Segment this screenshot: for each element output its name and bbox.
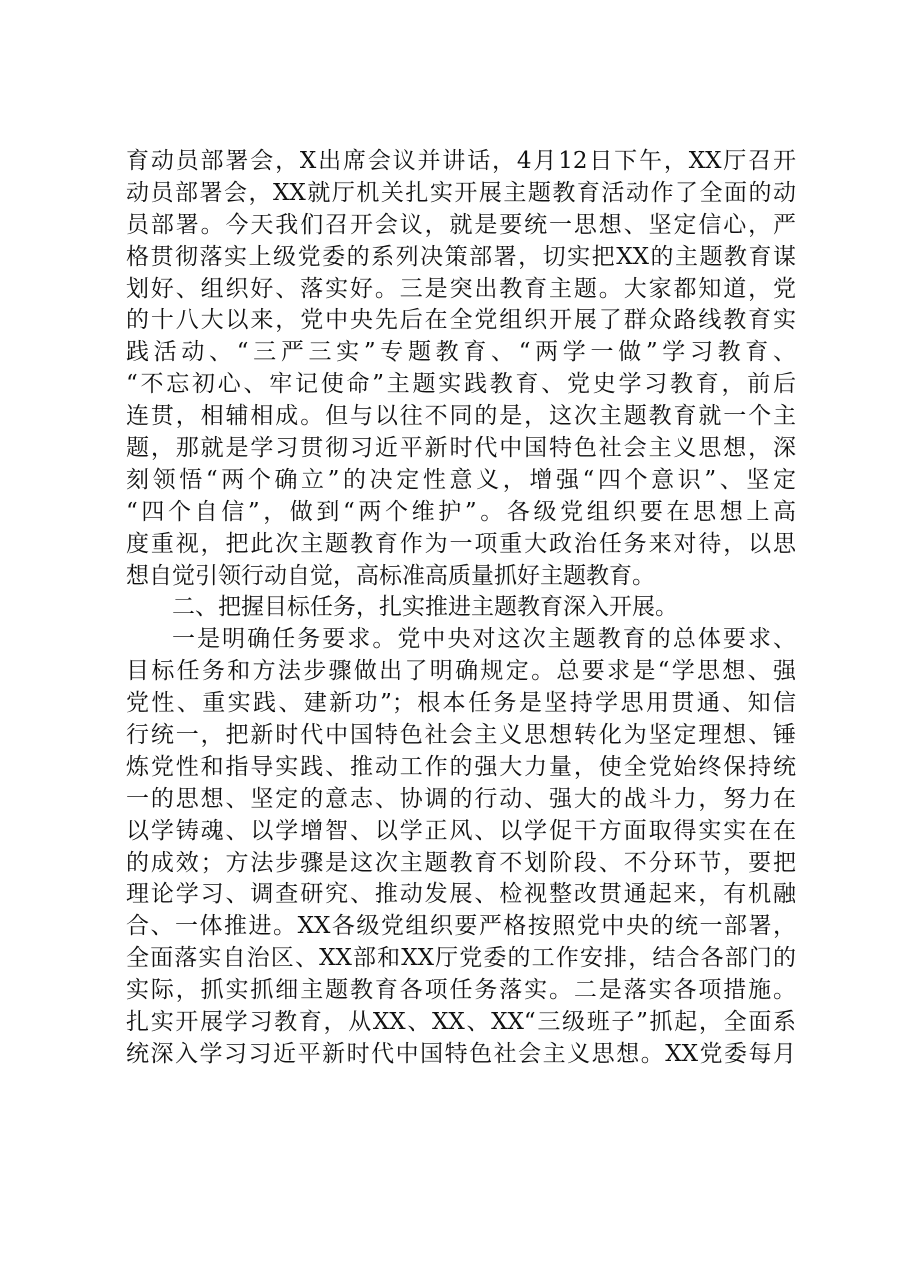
- text-line: “不忘初心、牢记使命”主题实践教育、党史学习教育，前后: [126, 371, 796, 398]
- text-line: 育动员部署会，X出席会议并讲话，4月12日下午，XX厅召开: [126, 148, 796, 174]
- text-line: 扎实开展学习教育，从XX、XX、XX“三级班子”抓起，全面系: [126, 1009, 796, 1036]
- text-line: 员部署。今天我们召开会议，就是要统一思想、坚定信心，严: [126, 211, 796, 238]
- document-body: [126, 146, 796, 1071]
- text-line: 一的思想、坚定的意志、协调的行动、强大的战斗力，努力在: [126, 785, 796, 812]
- section-heading: 二、把握目标任务，扎实推进主题教育深入开展。: [172, 594, 678, 621]
- text-line: 合、一体推进。XX各级党组织要严格按照党中央的统一部署，: [126, 913, 796, 940]
- text-line: 刻领悟“两个确立”的决定性意义，增强“四个意识”、坚定: [126, 466, 796, 493]
- text-line: 题，那就是学习贯彻习近平新时代中国特色社会主义思想，深: [126, 435, 796, 462]
- text-line: 的十八大以来，党中央先后在全党组织开展了群众路线教育实: [126, 307, 796, 334]
- text-line: 全面落实自治区、XX部和XX厅党委的工作安排，结合各部门的: [126, 945, 796, 972]
- text-line: 行统一，把新时代中国特色社会主义思想转化为坚定理想、锤: [126, 722, 796, 749]
- text-line: 践活动、“三严三实”专题教育、“两学一做”学习教育、: [126, 339, 796, 366]
- text-line: 度重视，把此次主题教育作为一项重大政治任务来对待，以思: [126, 530, 796, 557]
- text-line: 动员部署会，XX就厅机关扎实开展主题教育活动作了全面的动: [126, 179, 796, 206]
- text-line: 目标任务和方法步骤做出了明确规定。总要求是“学思想、强: [126, 658, 796, 685]
- text-line: 理论学习、调查研究、推动发展、检视整改贯通起来，有机融: [126, 881, 796, 908]
- text-line: 想自觉引领行动自觉，高标准高质量抓好主题教育。: [126, 562, 655, 589]
- text-line: 的成效；方法步骤是这次主题教育不划阶段、不分环节，要把: [126, 849, 796, 876]
- text-line: 党性、重实践、建新功”；根本任务是坚持学思用贯通、知信: [126, 690, 796, 717]
- text-line: 实际，抓实抓细主题教育各项任务落实。二是落实各项措施。: [126, 977, 796, 1004]
- text-line: 以学铸魂、以学增智、以学正风、以学促干方面取得实实在在: [126, 817, 796, 844]
- text-line: “四个自信”，做到“两个维护”。各级党组织要在思想上高: [126, 498, 796, 525]
- text-line: 统深入学习习近平新时代中国特色社会主义思想。XX党委每月: [126, 1040, 796, 1067]
- text-line: 一是明确任务要求。党中央对这次主题教育的总体要求、: [172, 626, 796, 653]
- text-line: 划好、组织好、落实好。三是突出教育主题。大家都知道，党: [126, 275, 796, 302]
- text-line: 炼党性和指导实践、推动工作的强大力量，使全党始终保持统: [126, 753, 796, 780]
- text-line: 格贯彻落实上级党委的系列决策部署，切实把XX的主题教育谋: [126, 243, 796, 270]
- text-line: 连贯，相辅相成。但与以往不同的是，这次主题教育就一个主: [126, 403, 796, 430]
